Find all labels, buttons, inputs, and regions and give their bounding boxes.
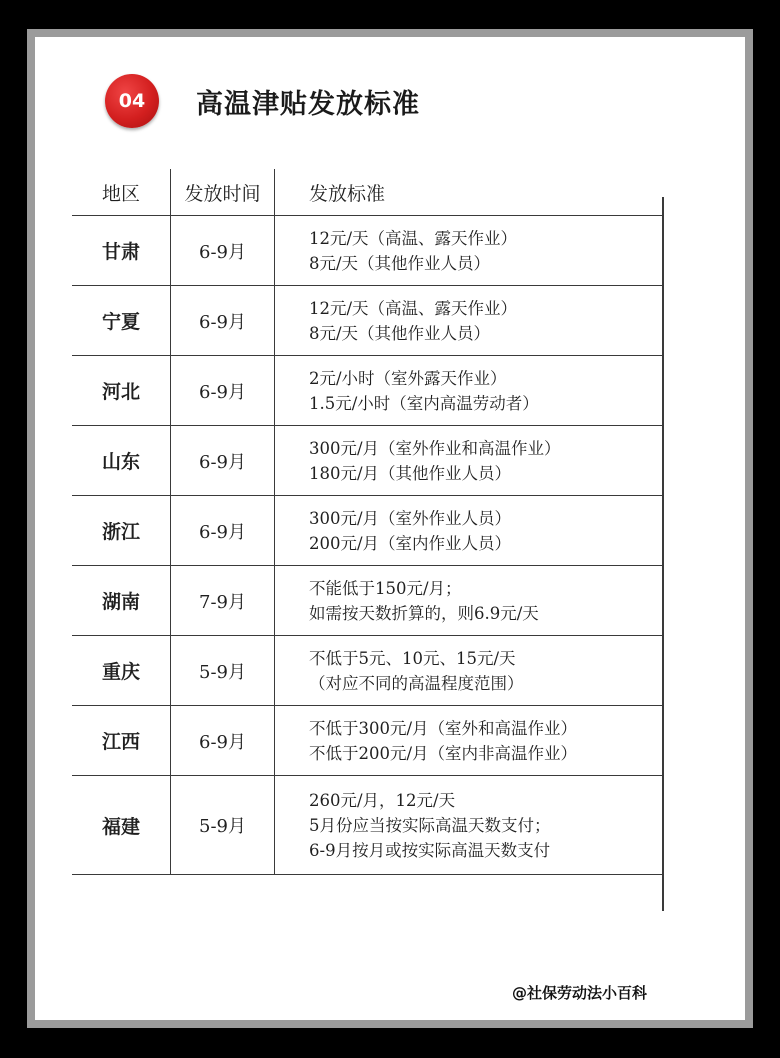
region-cell: 甘肃 (72, 216, 171, 286)
time-cell: 6-9月 (171, 286, 275, 356)
section-number-badge: 04 (105, 74, 159, 128)
time-cell: 6-9月 (171, 216, 275, 286)
time-cell: 6-9月 (171, 426, 275, 496)
standard-line: 5月份应当按实际高温天数支付； (309, 815, 551, 835)
table-row (72, 496, 663, 566)
header-region: 地区 (72, 169, 171, 216)
time-cell: 5-9月 (171, 776, 275, 875)
standard-line: 不低于300元/月（室外和高温作业） (309, 718, 578, 738)
region-cell: 湖南 (72, 566, 171, 636)
standard-cell (275, 566, 664, 636)
standard-line: 8元/天（其他作业人员） (309, 323, 491, 343)
time-cell: 6-9月 (171, 356, 275, 426)
table-row (72, 776, 663, 875)
region-cell: 浙江 (72, 496, 171, 566)
standard-line: 300元/月（室外作业人员） (309, 508, 512, 528)
standard-cell (275, 776, 664, 875)
standard-line: 300元/月（室外作业和高温作业） (309, 438, 561, 458)
time-cell: 5-9月 (171, 636, 275, 706)
standard-line: 12元/天（高温、露天作业） (309, 228, 518, 248)
standard-line: 260元/月，12元/天 (309, 790, 456, 810)
standard-cell (275, 426, 664, 496)
standard-line: 6-9月按月或按实际高温天数支付 (309, 840, 551, 860)
standard-line: 不能低于150元/月； (309, 578, 462, 598)
standard-line: 200元/月（室内作业人员） (309, 533, 512, 553)
standard-line: 8元/天（其他作业人员） (309, 253, 491, 273)
time-cell: 6-9月 (171, 496, 275, 566)
standard-line: 12元/天（高温、露天作业） (309, 298, 518, 318)
standard-line: 如需按天数折算的，则6.9元/天 (309, 603, 539, 623)
standard-line: 不低于5元、10元、15元/天 (309, 648, 516, 668)
standard-cell (275, 286, 664, 356)
standard-cell (275, 706, 664, 776)
standard-line: 2元/小时（室外露天作业） (309, 368, 507, 388)
standard-line: 1.5元/小时（室内高温劳动者） (309, 393, 539, 413)
region-cell: 河北 (72, 356, 171, 426)
time-cell: 6-9月 (171, 706, 275, 776)
table-row (72, 566, 663, 636)
allowance-table (72, 169, 663, 875)
table-row (72, 636, 663, 706)
table-row (72, 216, 663, 286)
standard-cell (275, 216, 664, 286)
table-row (72, 426, 663, 496)
region-cell: 福建 (72, 776, 171, 875)
standard-line: 180元/月（其他作业人员） (309, 463, 512, 483)
standard-cell (275, 356, 664, 426)
table-row (72, 286, 663, 356)
table-row (72, 706, 663, 776)
standard-cell (275, 496, 664, 566)
standard-cell (275, 636, 664, 706)
standard-line: （对应不同的高温程度范围） (309, 673, 524, 693)
standard-line: 不低于200元/月（室内非高温作业） (309, 743, 578, 763)
region-cell: 宁夏 (72, 286, 171, 356)
region-cell: 江西 (72, 706, 171, 776)
page-title: 高温津贴发放标准 (196, 89, 420, 120)
header-time: 发放时间 (171, 169, 275, 216)
table-right-border (662, 197, 664, 911)
watermark-text: @社保劳动法小百科 (512, 984, 648, 1002)
region-cell: 山东 (72, 426, 171, 496)
table-row (72, 356, 663, 426)
time-cell: 7-9月 (171, 566, 275, 636)
region-cell: 重庆 (72, 636, 171, 706)
header-standard: 发放标准 (275, 169, 664, 216)
table-header-row (72, 169, 663, 216)
